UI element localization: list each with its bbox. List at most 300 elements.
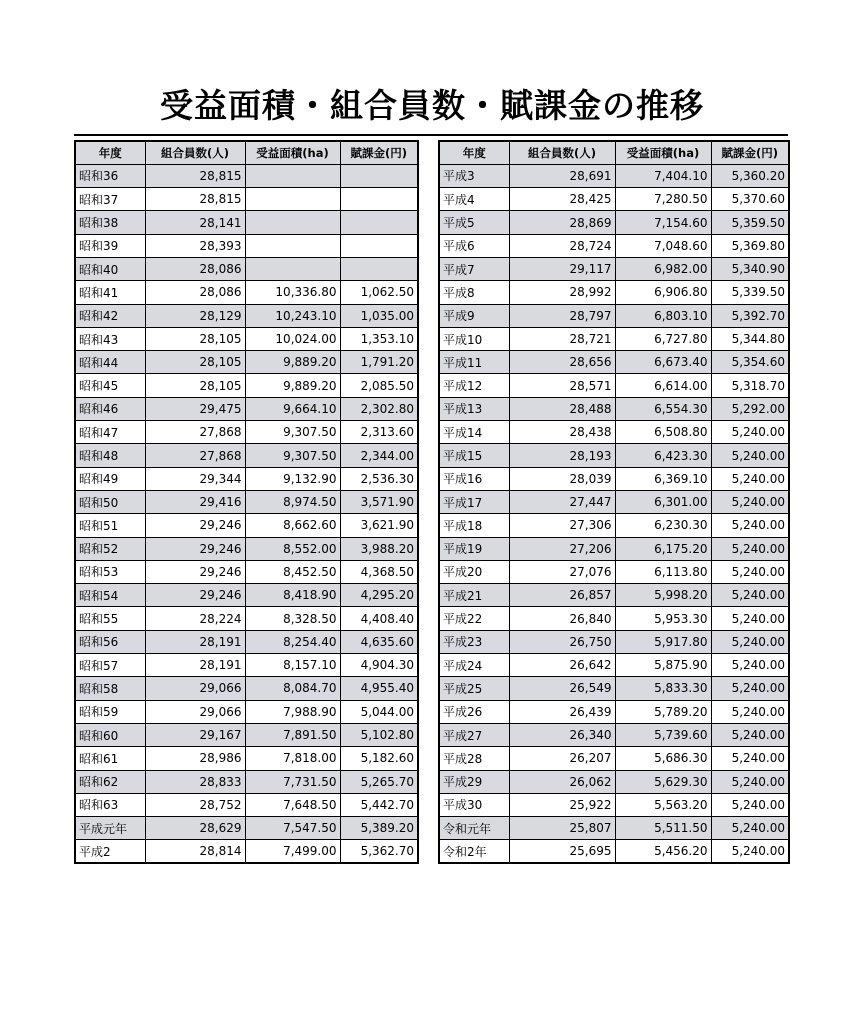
- cell-area: 7,988.90: [245, 700, 340, 723]
- cell-levy: 5,240.00: [711, 630, 789, 653]
- cell-area: 10,024.00: [245, 327, 340, 350]
- table-row: [439, 770, 789, 793]
- table-row: [439, 723, 789, 746]
- cell-members: 28,224: [145, 607, 245, 630]
- cell-year: 平成29: [439, 770, 509, 793]
- table-body-left: [75, 164, 418, 863]
- cell-members: 27,447: [509, 490, 615, 513]
- table-row: [439, 444, 789, 467]
- cell-members: 29,246: [145, 560, 245, 583]
- table-row: [75, 560, 418, 583]
- cell-levy: 3,571.90: [340, 490, 418, 513]
- cell-year: 平成19: [439, 537, 509, 560]
- cell-area: 9,664.10: [245, 397, 340, 420]
- cell-year: 平成2: [75, 840, 145, 863]
- cell-year: 昭和61: [75, 747, 145, 770]
- cell-year: 昭和50: [75, 490, 145, 513]
- cell-area: 5,833.30: [615, 677, 711, 700]
- cell-members: 28,869: [509, 211, 615, 234]
- table-row: [439, 654, 789, 677]
- data-table-right: [438, 140, 790, 864]
- header-levy: 賦課金(円): [340, 141, 418, 164]
- cell-year: 平成6: [439, 234, 509, 257]
- table-row: [439, 840, 789, 863]
- cell-members: 28,724: [509, 234, 615, 257]
- cell-levy: 2,344.00: [340, 444, 418, 467]
- cell-year: 昭和43: [75, 327, 145, 350]
- cell-members: 28,691: [509, 164, 615, 187]
- cell-members: 28,191: [145, 630, 245, 653]
- cell-area: 10,243.10: [245, 304, 340, 327]
- cell-year: 平成16: [439, 467, 509, 490]
- table-body-right: [439, 164, 789, 863]
- cell-levy: 5,240.00: [711, 584, 789, 607]
- table-row: [439, 584, 789, 607]
- cell-year: 昭和53: [75, 560, 145, 583]
- cell-area: 6,301.00: [615, 490, 711, 513]
- table-row: [75, 490, 418, 513]
- cell-year: 昭和62: [75, 770, 145, 793]
- cell-year: 昭和37: [75, 188, 145, 211]
- table-row: [439, 164, 789, 187]
- cell-levy: 5,362.70: [340, 840, 418, 863]
- cell-levy: 4,408.40: [340, 607, 418, 630]
- table-row: [439, 304, 789, 327]
- cell-members: 27,206: [509, 537, 615, 560]
- cell-year: 昭和48: [75, 444, 145, 467]
- cell-area: 8,328.50: [245, 607, 340, 630]
- cell-levy: 5,240.00: [711, 747, 789, 770]
- cell-members: 26,642: [509, 654, 615, 677]
- table-row: [75, 351, 418, 374]
- table-row: [75, 514, 418, 537]
- cell-year: 昭和39: [75, 234, 145, 257]
- cell-members: 29,246: [145, 584, 245, 607]
- cell-members: 29,246: [145, 514, 245, 537]
- cell-area: 6,727.80: [615, 327, 711, 350]
- table-row: [439, 421, 789, 444]
- cell-area: [245, 257, 340, 280]
- cell-area: 5,456.20: [615, 840, 711, 863]
- table-row: [75, 234, 418, 257]
- cell-area: 8,254.40: [245, 630, 340, 653]
- cell-levy: [340, 257, 418, 280]
- cell-levy: 4,635.60: [340, 630, 418, 653]
- cell-levy: [340, 234, 418, 257]
- cell-year: 昭和54: [75, 584, 145, 607]
- table-row: [75, 257, 418, 280]
- table-row: [439, 514, 789, 537]
- cell-levy: 5,344.80: [711, 327, 789, 350]
- table-row: [75, 374, 418, 397]
- cell-levy: 5,240.00: [711, 467, 789, 490]
- page-title: 受益面積・組合員数・賦課金の推移: [160, 86, 704, 125]
- cell-levy: 5,318.70: [711, 374, 789, 397]
- cell-year: 昭和46: [75, 397, 145, 420]
- table-row: [75, 584, 418, 607]
- cell-year: 平成28: [439, 747, 509, 770]
- cell-area: 7,154.60: [615, 211, 711, 234]
- table-row: [439, 677, 789, 700]
- cell-members: 25,922: [509, 793, 615, 816]
- cell-year: 昭和45: [75, 374, 145, 397]
- cell-area: 5,875.90: [615, 654, 711, 677]
- cell-levy: 5,240.00: [711, 490, 789, 513]
- cell-area: [245, 164, 340, 187]
- table-row: [439, 793, 789, 816]
- cell-year: 平成30: [439, 793, 509, 816]
- cell-levy: 5,044.00: [340, 700, 418, 723]
- cell-area: 6,673.40: [615, 351, 711, 374]
- cell-area: 9,889.20: [245, 374, 340, 397]
- table-row: [439, 747, 789, 770]
- cell-levy: [340, 211, 418, 234]
- table-row: [75, 840, 418, 863]
- table-row: [439, 817, 789, 840]
- cell-year: 昭和49: [75, 467, 145, 490]
- cell-area: [245, 234, 340, 257]
- cell-year: 平成15: [439, 444, 509, 467]
- cell-members: 27,868: [145, 444, 245, 467]
- cell-year: 平成13: [439, 397, 509, 420]
- cell-area: 6,113.80: [615, 560, 711, 583]
- cell-levy: 5,182.60: [340, 747, 418, 770]
- header-levy: 賦課金(円): [711, 141, 789, 164]
- cell-members: 28,986: [145, 747, 245, 770]
- cell-area: 8,552.00: [245, 537, 340, 560]
- cell-area: 8,418.90: [245, 584, 340, 607]
- cell-year: 平成22: [439, 607, 509, 630]
- cell-year: 昭和41: [75, 281, 145, 304]
- cell-members: 28,571: [509, 374, 615, 397]
- cell-members: 26,750: [509, 630, 615, 653]
- cell-area: 7,547.50: [245, 817, 340, 840]
- header-year: 年度: [75, 141, 145, 164]
- cell-members: 26,207: [509, 747, 615, 770]
- table-row: [75, 188, 418, 211]
- cell-levy: 5,240.00: [711, 444, 789, 467]
- cell-members: 28,656: [509, 351, 615, 374]
- cell-members: 28,105: [145, 351, 245, 374]
- cell-area: 9,307.50: [245, 444, 340, 467]
- cell-members: 28,105: [145, 327, 245, 350]
- cell-year: 昭和47: [75, 421, 145, 444]
- cell-members: 28,797: [509, 304, 615, 327]
- cell-members: 29,066: [145, 677, 245, 700]
- cell-area: 5,917.80: [615, 630, 711, 653]
- cell-year: 平成元年: [75, 817, 145, 840]
- cell-levy: 2,313.60: [340, 421, 418, 444]
- cell-levy: 5,240.00: [711, 723, 789, 746]
- cell-year: 平成8: [439, 281, 509, 304]
- table-row: [439, 397, 789, 420]
- cell-area: 7,648.50: [245, 793, 340, 816]
- cell-year: 平成24: [439, 654, 509, 677]
- cell-area: 5,629.30: [615, 770, 711, 793]
- cell-year: 平成3: [439, 164, 509, 187]
- cell-year: 昭和51: [75, 514, 145, 537]
- cell-members: 28,721: [509, 327, 615, 350]
- cell-year: 昭和42: [75, 304, 145, 327]
- table-row: [75, 421, 418, 444]
- table-row: [75, 607, 418, 630]
- cell-year: 平成21: [439, 584, 509, 607]
- cell-levy: 5,370.60: [711, 188, 789, 211]
- cell-year: 昭和40: [75, 257, 145, 280]
- cell-levy: 5,240.00: [711, 700, 789, 723]
- cell-members: 26,840: [509, 607, 615, 630]
- cell-area: 6,369.10: [615, 467, 711, 490]
- cell-year: 平成4: [439, 188, 509, 211]
- cell-members: 26,439: [509, 700, 615, 723]
- cell-levy: 5,369.80: [711, 234, 789, 257]
- cell-levy: 5,265.70: [340, 770, 418, 793]
- cell-area: 10,336.80: [245, 281, 340, 304]
- table-row: [439, 490, 789, 513]
- table-row: [75, 211, 418, 234]
- cell-year: 平成27: [439, 723, 509, 746]
- cell-area: 7,499.00: [245, 840, 340, 863]
- cell-levy: 5,359.50: [711, 211, 789, 234]
- cell-levy: 5,354.60: [711, 351, 789, 374]
- cell-year: 昭和57: [75, 654, 145, 677]
- cell-year: 令和元年: [439, 817, 509, 840]
- cell-year: 平成18: [439, 514, 509, 537]
- table-row: [75, 817, 418, 840]
- cell-members: 28,752: [145, 793, 245, 816]
- cell-members: 28,393: [145, 234, 245, 257]
- cell-area: [245, 188, 340, 211]
- cell-year: 平成20: [439, 560, 509, 583]
- table-row: [75, 537, 418, 560]
- table-row: [439, 537, 789, 560]
- table-row: [75, 677, 418, 700]
- cell-area: 7,048.60: [615, 234, 711, 257]
- cell-levy: 4,295.20: [340, 584, 418, 607]
- cell-levy: 3,621.90: [340, 514, 418, 537]
- cell-area: 6,614.00: [615, 374, 711, 397]
- cell-levy: 1,791.20: [340, 351, 418, 374]
- cell-area: 6,554.30: [615, 397, 711, 420]
- cell-members: 26,340: [509, 723, 615, 746]
- cell-members: 28,129: [145, 304, 245, 327]
- cell-year: 平成25: [439, 677, 509, 700]
- table-row: [439, 700, 789, 723]
- cell-area: 6,175.20: [615, 537, 711, 560]
- table-row: [75, 304, 418, 327]
- cell-members: 28,086: [145, 257, 245, 280]
- cell-levy: 5,240.00: [711, 677, 789, 700]
- table-row: [75, 723, 418, 746]
- header-area: 受益面積(ha): [615, 141, 711, 164]
- table-row: [75, 770, 418, 793]
- cell-members: 28,086: [145, 281, 245, 304]
- cell-levy: 5,240.00: [711, 514, 789, 537]
- cell-levy: 5,240.00: [711, 560, 789, 583]
- cell-year: 昭和38: [75, 211, 145, 234]
- cell-area: 5,563.20: [615, 793, 711, 816]
- table-row: [439, 234, 789, 257]
- cell-area: 8,452.50: [245, 560, 340, 583]
- cell-area: 8,974.50: [245, 490, 340, 513]
- cell-levy: [340, 188, 418, 211]
- cell-year: 昭和56: [75, 630, 145, 653]
- cell-year: 平成5: [439, 211, 509, 234]
- cell-year: 平成14: [439, 421, 509, 444]
- table-row: [75, 793, 418, 816]
- cell-area: 6,803.10: [615, 304, 711, 327]
- cell-members: 28,992: [509, 281, 615, 304]
- cell-members: 29,416: [145, 490, 245, 513]
- cell-area: 6,982.00: [615, 257, 711, 280]
- data-table-left: [74, 140, 419, 864]
- cell-area: 5,953.30: [615, 607, 711, 630]
- cell-members: 28,488: [509, 397, 615, 420]
- table-row: [439, 188, 789, 211]
- cell-members: 29,344: [145, 467, 245, 490]
- table-row: [75, 654, 418, 677]
- cell-year: 平成10: [439, 327, 509, 350]
- cell-year: 昭和63: [75, 793, 145, 816]
- cell-members: 25,807: [509, 817, 615, 840]
- cell-members: 29,066: [145, 700, 245, 723]
- cell-levy: 2,085.50: [340, 374, 418, 397]
- cell-members: 28,815: [145, 164, 245, 187]
- cell-area: 7,404.10: [615, 164, 711, 187]
- cell-levy: 5,340.90: [711, 257, 789, 280]
- cell-members: 29,475: [145, 397, 245, 420]
- table-row: [75, 630, 418, 653]
- cell-members: 29,246: [145, 537, 245, 560]
- title-underline: [74, 134, 788, 136]
- table-row: [75, 164, 418, 187]
- table-row: [75, 327, 418, 350]
- cell-year: 平成11: [439, 351, 509, 374]
- cell-levy: 5,240.00: [711, 793, 789, 816]
- cell-members: 28,425: [509, 188, 615, 211]
- cell-members: 28,039: [509, 467, 615, 490]
- table-row: [75, 281, 418, 304]
- header-row: [439, 141, 789, 164]
- table-row: [75, 747, 418, 770]
- cell-year: 昭和58: [75, 677, 145, 700]
- cell-year: 昭和52: [75, 537, 145, 560]
- cell-area: 9,132.90: [245, 467, 340, 490]
- cell-year: 昭和59: [75, 700, 145, 723]
- cell-levy: 5,240.00: [711, 817, 789, 840]
- cell-area: 8,084.70: [245, 677, 340, 700]
- cell-members: 28,105: [145, 374, 245, 397]
- cell-area: 8,157.10: [245, 654, 340, 677]
- cell-year: 平成23: [439, 630, 509, 653]
- cell-members: 28,815: [145, 188, 245, 211]
- table-row: [75, 444, 418, 467]
- table-row: [439, 607, 789, 630]
- cell-members: 28,141: [145, 211, 245, 234]
- cell-members: 28,438: [509, 421, 615, 444]
- cell-year: 平成7: [439, 257, 509, 280]
- cell-levy: 5,240.00: [711, 607, 789, 630]
- cell-levy: 5,240.00: [711, 654, 789, 677]
- header-row: [75, 141, 418, 164]
- cell-area: 6,508.80: [615, 421, 711, 444]
- cell-area: 7,818.00: [245, 747, 340, 770]
- cell-area: 7,891.50: [245, 723, 340, 746]
- cell-members: 29,117: [509, 257, 615, 280]
- cell-levy: 5,360.20: [711, 164, 789, 187]
- cell-area: 5,739.60: [615, 723, 711, 746]
- cell-levy: 5,389.20: [340, 817, 418, 840]
- cell-members: 28,833: [145, 770, 245, 793]
- cell-year: 昭和44: [75, 351, 145, 374]
- cell-members: 28,814: [145, 840, 245, 863]
- cell-year: 令和2年: [439, 840, 509, 863]
- cell-levy: 4,904.30: [340, 654, 418, 677]
- cell-levy: 1,035.00: [340, 304, 418, 327]
- header-members: 組合員数(人): [145, 141, 245, 164]
- cell-levy: 5,240.00: [711, 840, 789, 863]
- table-row: [439, 374, 789, 397]
- cell-year: 昭和55: [75, 607, 145, 630]
- cell-area: 5,998.20: [615, 584, 711, 607]
- header-year: 年度: [439, 141, 509, 164]
- cell-year: 平成26: [439, 700, 509, 723]
- cell-area: 7,280.50: [615, 188, 711, 211]
- cell-members: 25,695: [509, 840, 615, 863]
- cell-area: 9,307.50: [245, 421, 340, 444]
- cell-members: 26,549: [509, 677, 615, 700]
- cell-levy: [340, 164, 418, 187]
- table-row: [439, 467, 789, 490]
- table-row: [439, 327, 789, 350]
- cell-members: 29,167: [145, 723, 245, 746]
- cell-levy: 2,536.30: [340, 467, 418, 490]
- cell-area: 6,230.30: [615, 514, 711, 537]
- cell-members: 28,191: [145, 654, 245, 677]
- table-row: [439, 351, 789, 374]
- cell-levy: 5,339.50: [711, 281, 789, 304]
- cell-levy: 5,240.00: [711, 770, 789, 793]
- cell-levy: 5,442.70: [340, 793, 418, 816]
- table-row: [439, 211, 789, 234]
- cell-members: 28,629: [145, 817, 245, 840]
- cell-area: 5,511.50: [615, 817, 711, 840]
- cell-levy: 1,062.50: [340, 281, 418, 304]
- cell-area: [245, 211, 340, 234]
- cell-area: 5,686.30: [615, 747, 711, 770]
- header-members: 組合員数(人): [509, 141, 615, 164]
- cell-members: 27,306: [509, 514, 615, 537]
- cell-levy: 1,353.10: [340, 327, 418, 350]
- table-row: [75, 467, 418, 490]
- header-area: 受益面積(ha): [245, 141, 340, 164]
- cell-year: 平成9: [439, 304, 509, 327]
- cell-members: 26,062: [509, 770, 615, 793]
- table-row: [439, 257, 789, 280]
- cell-area: 7,731.50: [245, 770, 340, 793]
- cell-levy: 5,240.00: [711, 537, 789, 560]
- cell-levy: 2,302.80: [340, 397, 418, 420]
- cell-year: 平成17: [439, 490, 509, 513]
- table-row: [439, 281, 789, 304]
- table-row: [75, 397, 418, 420]
- cell-members: 26,857: [509, 584, 615, 607]
- cell-area: 6,906.80: [615, 281, 711, 304]
- cell-area: 9,889.20: [245, 351, 340, 374]
- cell-year: 昭和60: [75, 723, 145, 746]
- cell-levy: 4,368.50: [340, 560, 418, 583]
- cell-area: 8,662.60: [245, 514, 340, 537]
